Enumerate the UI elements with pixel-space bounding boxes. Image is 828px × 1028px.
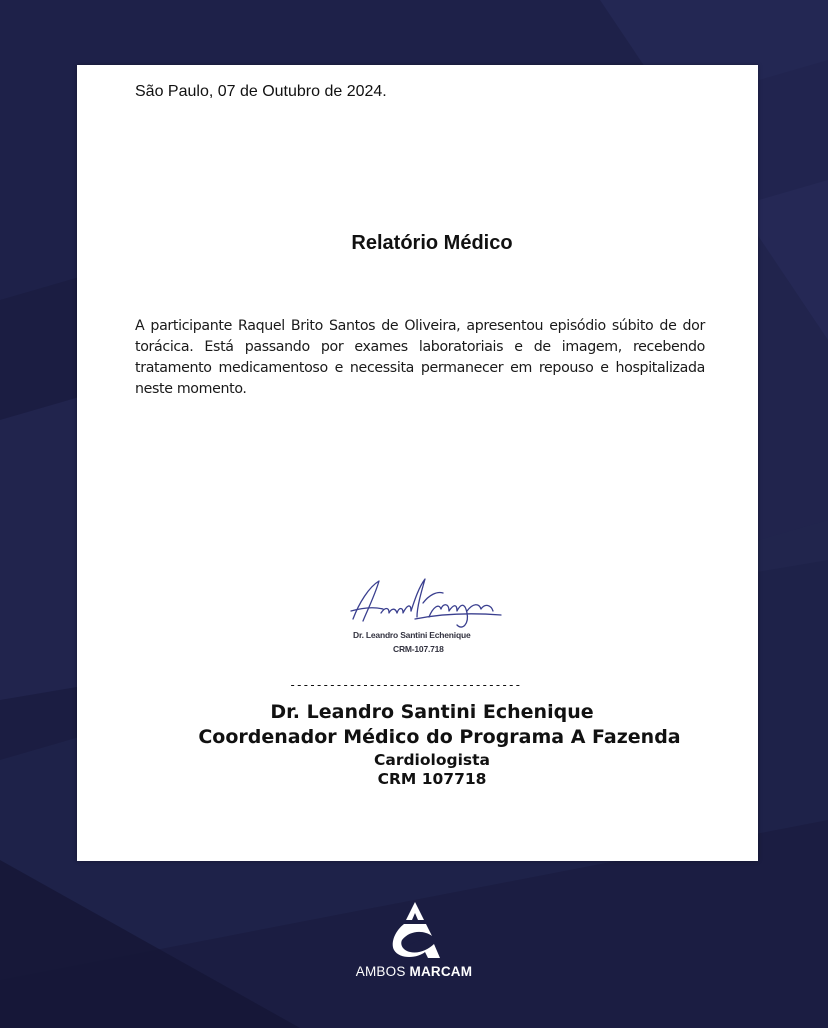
report-body: A participante Raquel Brito Santos de Oliveira, apresentou episódio súbito de dor torácica. Está passando por exames laboratoriais e de imagem, recebendo tratamento medicamentoso e necessita permanecer em repouso e hospitalizada neste momento. (135, 318, 705, 397)
signer-name: Dr. Leandro Santini Echenique (270, 701, 594, 723)
handwritten-signature (345, 573, 515, 633)
document-title: Relatório Médico (351, 232, 513, 254)
medical-report-document (77, 65, 758, 861)
ambos-marcam-logo (350, 900, 478, 990)
signer-specialty: Cardiologista (373, 751, 490, 769)
signer-role: Coordenador Médico do Programa A Fazenda (198, 726, 681, 748)
ambos-marcam-logo-icon (388, 900, 442, 960)
signature-line: ----------------------------------- (289, 678, 521, 692)
signer-crm: CRM 107718 (377, 770, 487, 788)
brand-text-light: AMBOS (355, 964, 406, 979)
date-line: São Paulo, 07 de Outubro de 2024. (135, 83, 387, 100)
signature-stamp (345, 573, 515, 663)
stamp-name: Dr. Leandro Santini Echenique (353, 630, 471, 640)
brand-text-bold: MARCAM (409, 964, 473, 979)
brand-wordmark (350, 964, 478, 979)
stamp-crm: CRM-107.718 (393, 644, 444, 654)
